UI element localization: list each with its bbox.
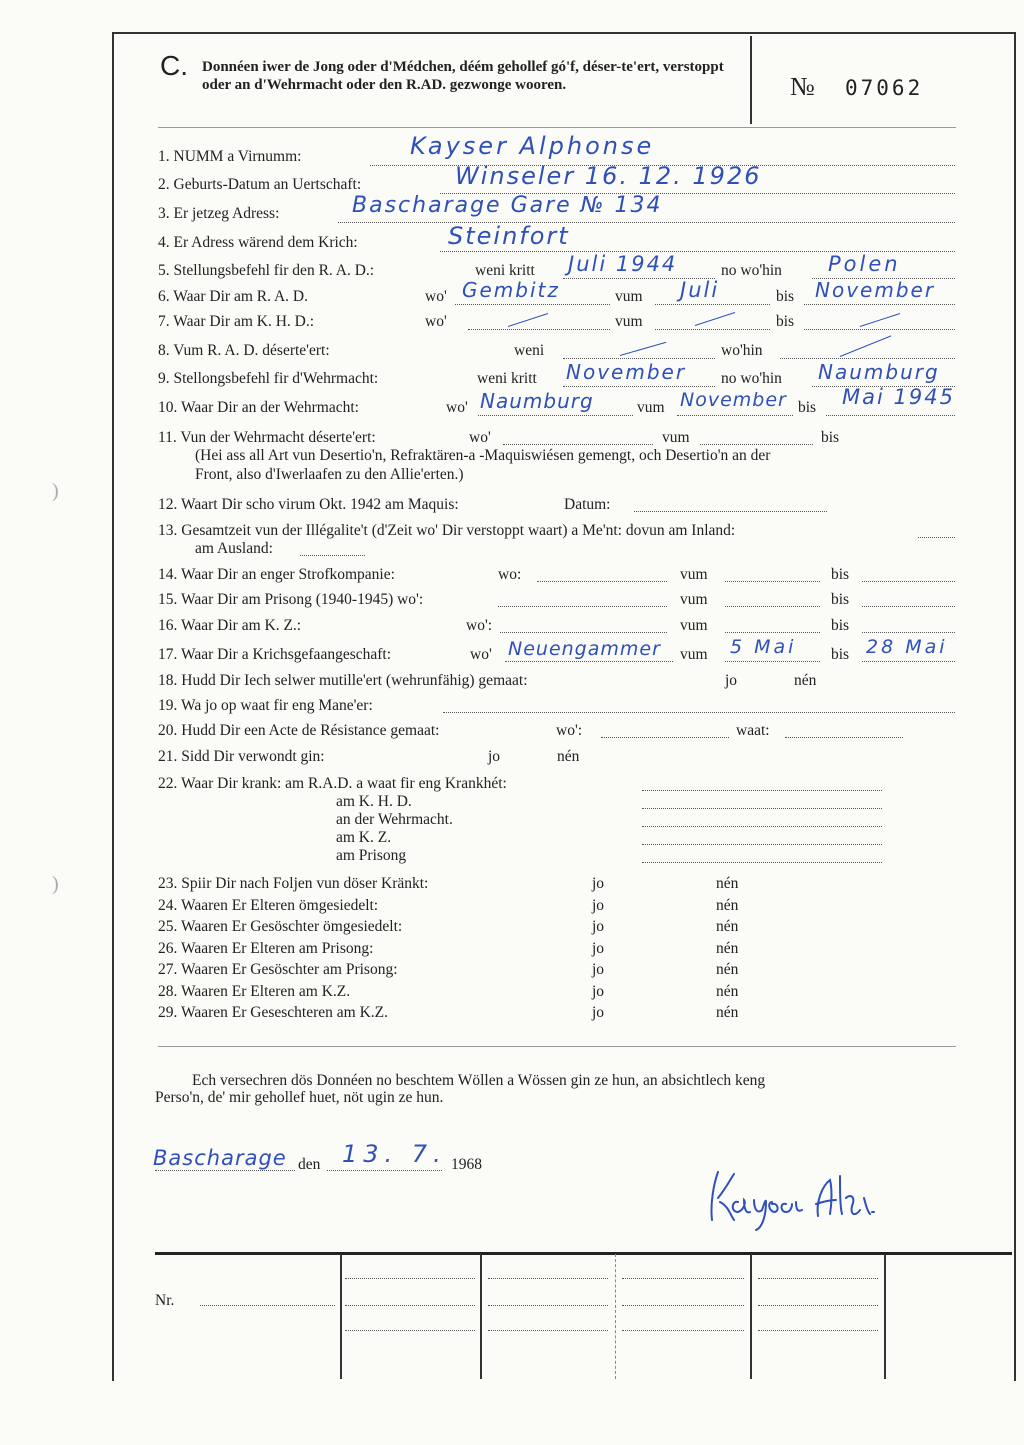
item-21-yes[interactable]: jo xyxy=(488,748,501,765)
item-21-label: 21. Sidd Dir verwondt gin: xyxy=(158,748,325,765)
place-value: Bascharage xyxy=(153,1146,287,1170)
date-line[interactable] xyxy=(327,1170,442,1171)
item-25-yes[interactable]: jo xyxy=(592,918,605,935)
item-18-yes[interactable]: jo xyxy=(725,672,738,689)
item-14-label: 14. Waar Dir an enger Strofkompanie: xyxy=(158,566,395,583)
item-6-vum-label: vum xyxy=(615,288,643,305)
nr-label: Nr. xyxy=(155,1292,175,1309)
item-9-kritt-label: weni kritt xyxy=(477,370,537,387)
item-14-vum-label: vum xyxy=(680,566,708,583)
item-13-ausland-label: am Ausland: xyxy=(195,540,273,557)
item-9-wohin-value: Naumburg xyxy=(818,360,940,384)
item-15-wo-line[interactable] xyxy=(498,606,667,607)
header-divider xyxy=(750,36,752,124)
item-6-label: 6. Waar Dir am R. A. D. xyxy=(158,288,308,305)
place-line[interactable] xyxy=(155,1170,295,1171)
item-23-no[interactable]: nén xyxy=(716,875,739,892)
table-cell-line[interactable] xyxy=(758,1278,878,1279)
form-number: 07062 xyxy=(845,76,924,100)
item-22-sub-kz: am K. Z. xyxy=(336,829,392,846)
table-cell-line[interactable] xyxy=(758,1330,878,1331)
item-1-value: Kayser Alphonse xyxy=(410,132,655,160)
item-10-bis-label: bis xyxy=(798,399,817,416)
item-5-label: 5. Stellungsbefehl fir den R. A. D.: xyxy=(158,262,375,279)
item-7-bis-line[interactable] xyxy=(804,329,955,330)
item-17-label: 17. Waar Dir a Krichsgefaangeschaft: xyxy=(158,646,392,663)
item-15-bis-label: bis xyxy=(831,591,850,608)
item-12-datum-line[interactable] xyxy=(634,511,827,512)
bottom-table-divider xyxy=(884,1254,886,1379)
item-24-no[interactable]: nén xyxy=(716,897,739,914)
item-21-no[interactable]: nén xyxy=(557,748,580,765)
item-20-waat-label: waat: xyxy=(736,722,770,739)
item-15-vum-line[interactable] xyxy=(725,606,820,607)
item-10-vum-line[interactable] xyxy=(677,415,793,416)
item-4-label: 4. Er Adress wärend dem Krich: xyxy=(158,234,358,251)
item-24-label: 24. Waaren Er Elteren ömgesiedelt: xyxy=(158,897,379,914)
item-6-bis-label: bis xyxy=(776,288,795,305)
header-separator xyxy=(158,127,956,128)
item-27-yes[interactable]: jo xyxy=(592,961,605,978)
item-11-note-line2: Front, also d'Iwerlaafen zu den Allie'erten.) xyxy=(195,466,464,483)
item-7-label: 7. Waar Dir am K. H. D.: xyxy=(158,313,315,330)
table-cell-line[interactable] xyxy=(488,1330,608,1331)
item-22-sub-prisong: am Prisong xyxy=(336,847,407,864)
table-cell-line[interactable] xyxy=(758,1305,878,1306)
nr-line[interactable] xyxy=(200,1305,335,1306)
item-22-khd-line[interactable] xyxy=(642,808,882,809)
item-7-vum-line[interactable] xyxy=(655,329,770,330)
item-12-label: 12. Waart Dir scho virum Okt. 1942 am Maquis: xyxy=(158,496,459,513)
item-10-wo-line[interactable] xyxy=(478,415,633,416)
item-22-sub-wehrmacht: an der Wehrmacht. xyxy=(336,811,453,828)
item-13-inland-line[interactable] xyxy=(918,537,955,538)
item-14-vum-line[interactable] xyxy=(725,581,820,582)
item-17-wo-value: Neuengammer xyxy=(508,638,661,660)
item-15-vum-label: vum xyxy=(680,591,708,608)
item-8-label: 8. Vum R. A. D. déserte'ert: xyxy=(158,342,330,359)
item-23-label: 23. Spiir Dir nach Foljen vun döser Kränkt: xyxy=(158,875,429,892)
item-8-weni-line[interactable] xyxy=(563,358,715,359)
item-22-sub-khd: am K. H. D. xyxy=(336,793,412,810)
item-9-kritt-line[interactable] xyxy=(563,386,715,387)
bottom-table-divider xyxy=(480,1254,482,1379)
item-8-wohin-label: wo'hin xyxy=(721,342,763,359)
item-9-kritt-value: November xyxy=(566,360,687,384)
item-11-note-line1: (Hei ass all Art vun Desertio'n, Refraktären-a -Maquiswiésen gemengt, och Desertio'n an der xyxy=(195,447,771,464)
table-cell-line[interactable] xyxy=(622,1305,744,1306)
item-10-vum-value: November xyxy=(680,389,787,411)
item-28-yes[interactable]: jo xyxy=(592,983,605,1000)
item-8-wohin-line[interactable] xyxy=(780,358,955,359)
item-11-label: 11. Vun der Wehrmacht déserte'ert: xyxy=(158,429,376,446)
item-29-yes[interactable]: jo xyxy=(592,1004,605,1021)
signature xyxy=(700,1158,900,1243)
item-20-label: 20. Hudd Dir een Acte de Résistance gemaat: xyxy=(158,722,440,739)
item-1-label: 1. NUMM a Virnumm: xyxy=(158,148,302,165)
table-cell-line[interactable] xyxy=(345,1305,475,1306)
item-2-value: Winseler 16. 12. 1926 xyxy=(455,162,762,190)
punch-hole-mark: ) xyxy=(52,480,59,502)
items-separator xyxy=(158,1046,956,1047)
item-7-wo-label: wo' xyxy=(425,313,447,330)
item-6-wo-value: Gembitz xyxy=(462,278,560,302)
item-26-no[interactable]: nén xyxy=(716,940,739,957)
item-14-bis-line[interactable] xyxy=(862,581,955,582)
item-13-ausland-line[interactable] xyxy=(300,555,365,556)
item-14-bis-label: bis xyxy=(831,566,850,583)
item-17-bis-line[interactable] xyxy=(862,661,955,662)
item-17-vum-line[interactable] xyxy=(725,661,820,662)
declaration-line1: Ech versechren dös Donnéen no beschtem Wöllen a Wössen gin ze hun, an absichtlech keng xyxy=(192,1072,766,1089)
table-cell-line[interactable] xyxy=(345,1330,475,1331)
item-11-vum-label: vum xyxy=(662,429,690,446)
item-18-no[interactable]: nén xyxy=(794,672,817,689)
item-16-label: 16. Waar Dir am K. Z.: xyxy=(158,617,302,634)
item-4-value: Steinfort xyxy=(448,222,570,250)
year-label: 1968 xyxy=(451,1156,482,1173)
item-22-prisong-line[interactable] xyxy=(642,862,882,863)
table-cell-line[interactable] xyxy=(345,1278,475,1279)
item-7-bis-label: bis xyxy=(776,313,795,330)
section-letter: C. xyxy=(160,50,188,81)
item-27-label: 27. Waaren Er Gesöschter am Prisong: xyxy=(158,961,398,978)
item-25-no[interactable]: nén xyxy=(716,918,739,935)
item-6-vum-line[interactable] xyxy=(655,304,770,305)
item-17-wo-line[interactable] xyxy=(505,661,673,662)
item-7-vum-label: vum xyxy=(615,313,643,330)
date-value: 13. 7. xyxy=(342,1140,447,1168)
item-27-no[interactable]: nén xyxy=(716,961,739,978)
item-6-wo-line[interactable] xyxy=(455,304,610,305)
item-10-vum-label: vum xyxy=(637,399,665,416)
item-8-weni-label: weni xyxy=(514,342,545,359)
item-5-kritt-label: weni kritt xyxy=(475,262,535,279)
item-25-label: 25. Waaren Er Gesöschter ömgesiedelt: xyxy=(158,918,403,935)
item-17-vum-label: vum xyxy=(680,646,708,663)
bottom-table-dashed-divider xyxy=(615,1254,616,1379)
item-13-label: 13. Gesamtzeit vun der Illégalite't (d'Zeit wo' Dir verstoppt waart) a Me'nt: dovun am Inland: xyxy=(158,522,736,539)
item-5-wohin-value: Polen xyxy=(828,252,901,276)
item-20-wo-label: wo': xyxy=(556,722,583,739)
item-10-bis-line[interactable] xyxy=(826,415,955,416)
item-2-label: 2. Geburts-Datum an Uertschaft: xyxy=(158,176,362,193)
item-11-bis-label: bis xyxy=(821,429,840,446)
item-14-wo-line[interactable] xyxy=(537,581,667,582)
punch-hole-mark: ) xyxy=(52,873,59,895)
item-3-line[interactable] xyxy=(338,222,955,223)
item-3-value: Bascharage Gare № 134 xyxy=(352,193,663,218)
item-10-wo-label: wo' xyxy=(446,399,468,416)
item-26-yes[interactable]: jo xyxy=(592,940,605,957)
item-22-kz-line[interactable] xyxy=(642,844,882,845)
table-cell-line[interactable] xyxy=(622,1330,744,1331)
item-20-wo-line[interactable] xyxy=(601,737,729,738)
item-29-no[interactable]: nén xyxy=(716,1004,739,1021)
item-6-bis-line[interactable] xyxy=(804,304,955,305)
bottom-table-divider xyxy=(750,1254,752,1379)
item-15-bis-line[interactable] xyxy=(862,606,955,607)
item-5-kritt-value: Juli 1944 xyxy=(568,252,678,276)
item-10-wo-value: Naumburg xyxy=(480,389,594,413)
item-20-waat-line[interactable] xyxy=(785,737,903,738)
item-22-label: 22. Waar Dir krank: am R.A.D. a waat fir eng Krankhét: xyxy=(158,775,507,792)
item-24-yes[interactable]: jo xyxy=(592,897,605,914)
item-18-label: 18. Hudd Dir Iech selwer mutille'ert (wehrunfähig) gemaat: xyxy=(158,672,528,689)
item-6-vum-value: Juli xyxy=(680,278,720,302)
item-3-label: 3. Er jetzeg Adress: xyxy=(158,205,280,222)
table-cell-line[interactable] xyxy=(488,1278,608,1279)
item-11-vum-line[interactable] xyxy=(700,444,813,445)
declaration-line2: Perso'n, de' mir gehollef huet, nöt ugin ze hun. xyxy=(155,1089,444,1106)
item-16-wo-label: wo': xyxy=(466,617,493,634)
item-7-wo-line[interactable] xyxy=(468,329,610,330)
item-10-bis-value: Mai 1945 xyxy=(842,385,955,409)
item-9-wohin-label: no wo'hin xyxy=(721,370,782,387)
item-16-bis-label: bis xyxy=(831,617,850,634)
table-cell-line[interactable] xyxy=(488,1305,608,1306)
item-9-label: 9. Stellongsbefehl fir d'Wehrmacht: xyxy=(158,370,379,387)
bottom-table-divider xyxy=(340,1254,342,1379)
den-label: den xyxy=(298,1156,321,1173)
item-19-label: 19. Wa jo op waat fir eng Mane'er: xyxy=(158,697,373,714)
signature-drawing xyxy=(700,1158,900,1238)
item-17-bis-label: bis xyxy=(831,646,850,663)
item-16-wo-line[interactable] xyxy=(500,632,667,633)
item-6-bis-value: November xyxy=(815,278,936,302)
item-16-vum-label: vum xyxy=(680,617,708,634)
item-19-line[interactable] xyxy=(443,712,955,713)
item-23-yes[interactable]: jo xyxy=(592,875,605,892)
item-17-bis-value: 28 Mai xyxy=(866,636,948,658)
item-5-wohin-label: no wo'hin xyxy=(721,262,782,279)
item-11-wo-line[interactable] xyxy=(503,444,653,445)
item-17-wo-label: wo' xyxy=(470,646,492,663)
table-cell-line[interactable] xyxy=(622,1278,744,1279)
section-title: Donnéen iwer de Jong oder d'Médchen, déém gehollef gó'f, déser-te'ert, verstoppt oder an d'Wehrmacht oder den R.AD. gezwonge wooren. xyxy=(202,59,724,93)
item-28-label: 28. Waaren Er Elteren am K.Z. xyxy=(158,983,351,1000)
item-6-wo-label: wo' xyxy=(425,288,447,305)
number-sign: № xyxy=(790,72,815,101)
item-16-bis-line[interactable] xyxy=(862,632,955,633)
item-22-rad-line[interactable] xyxy=(642,790,882,791)
item-11-wo-label: wo' xyxy=(469,429,491,446)
item-15-label: 15. Waar Dir am Prisong (1940-1945) wo': xyxy=(158,591,424,608)
item-29-label: 29. Waaren Er Geseschteren am K.Z. xyxy=(158,1004,389,1021)
item-16-vum-line[interactable] xyxy=(725,632,820,633)
item-10-label: 10. Waar Dir an der Wehrmacht: xyxy=(158,399,359,416)
item-28-no[interactable]: nén xyxy=(716,983,739,1000)
item-22-wehrmacht-line[interactable] xyxy=(642,826,882,827)
item-14-wo-label: wo: xyxy=(498,566,522,583)
item-26-label: 26. Waaren Er Elteren am Prisong: xyxy=(158,940,374,957)
item-17-vum-value: 5 Mai xyxy=(730,636,797,658)
item-12-datum-label: Datum: xyxy=(564,496,611,513)
